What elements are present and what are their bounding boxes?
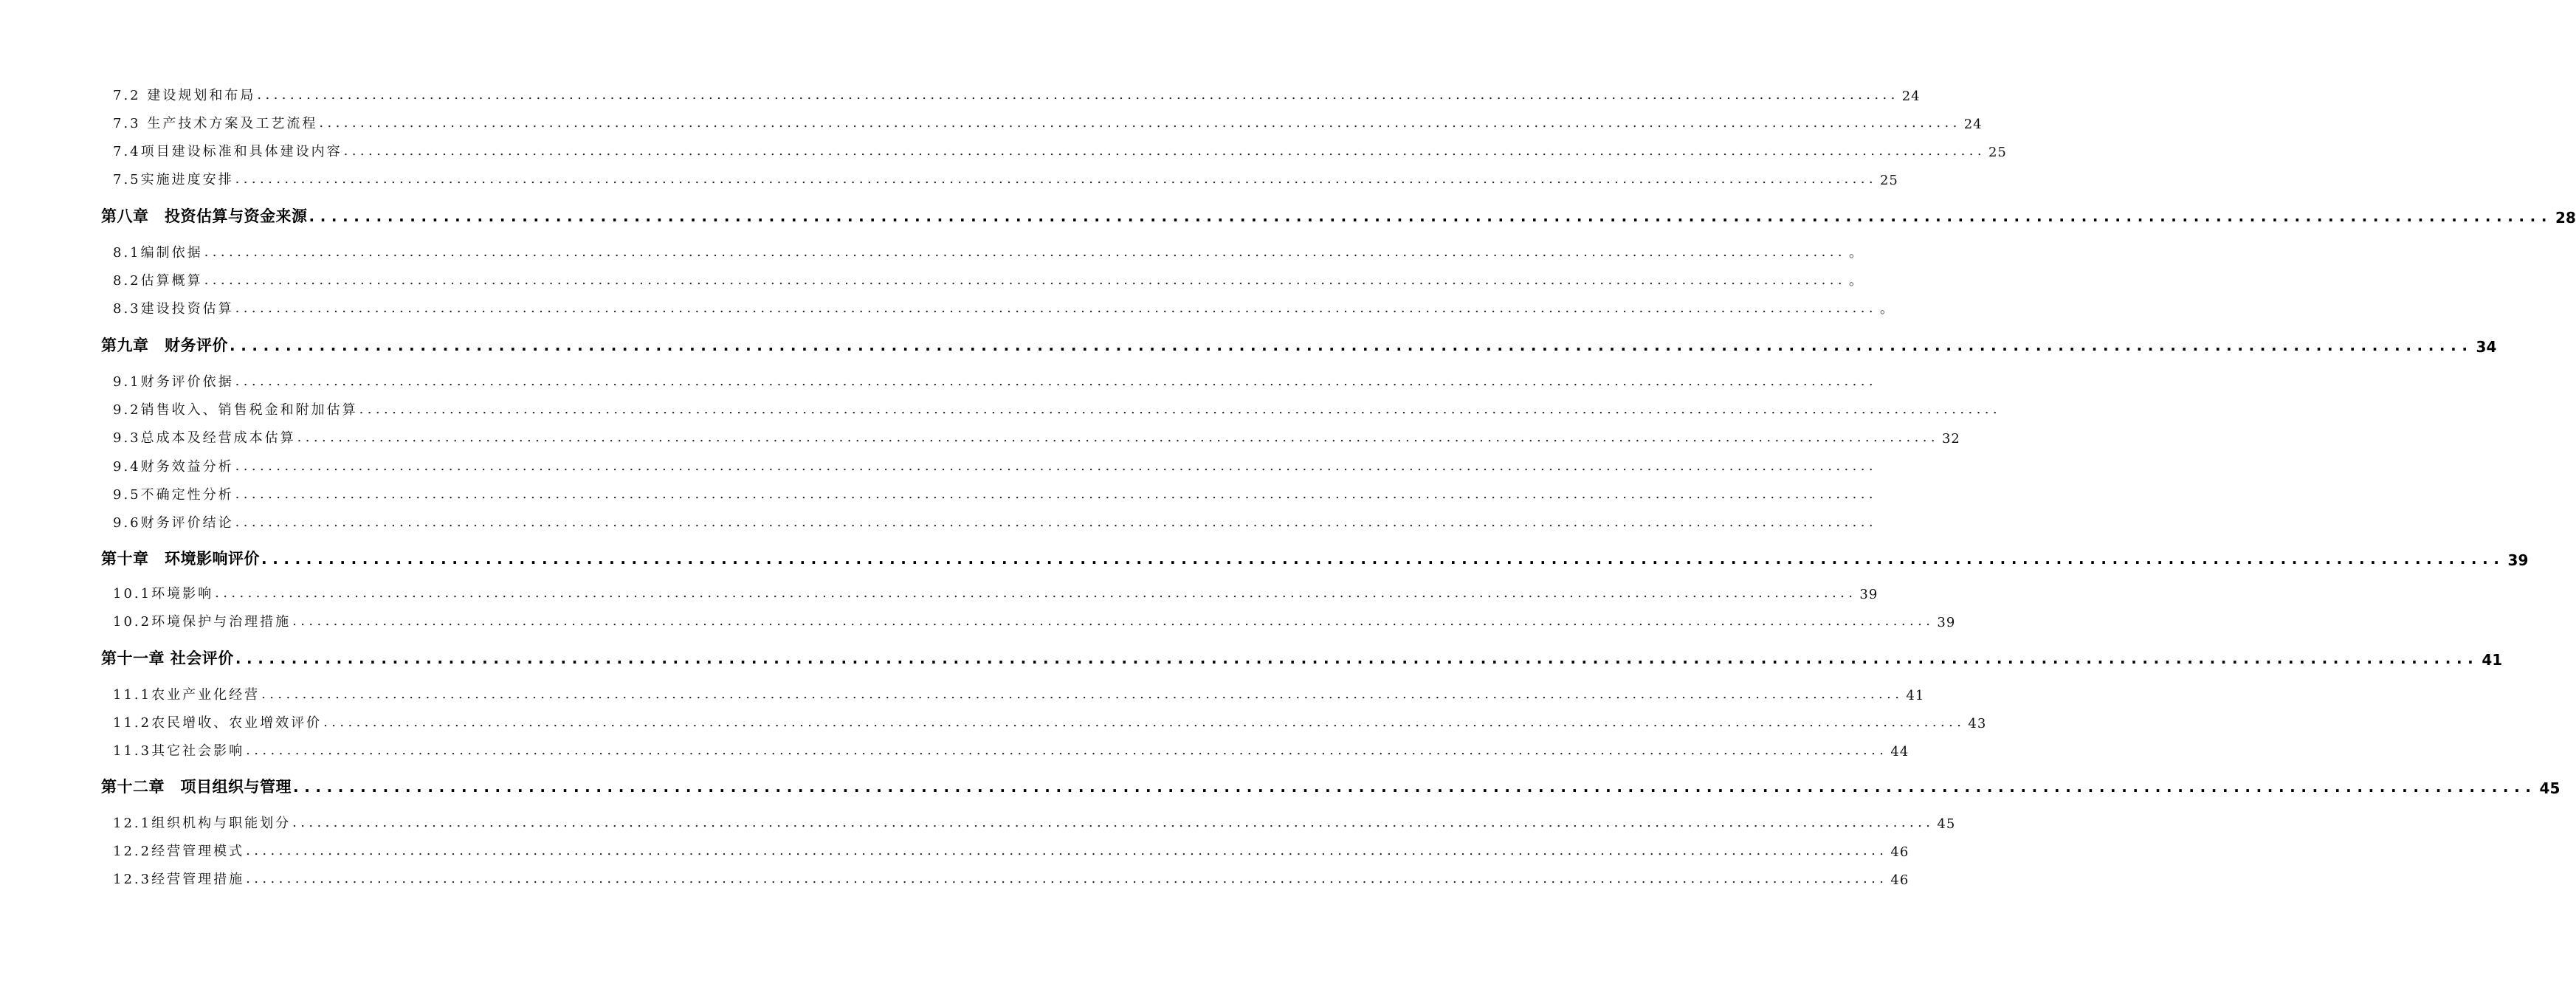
toc-section-entry[interactable]	[0, 512, 1877, 531]
toc-entry-title: 9.5不确定性分析	[113, 487, 234, 503]
toc-entry-title: 11.3其它社会影响	[113, 743, 245, 759]
toc-section-entry[interactable]	[0, 869, 1909, 888]
toc-page-number: 46	[1890, 844, 1909, 860]
toc-dot-leader: ........................................................................................................................................................................................................	[319, 115, 1961, 131]
toc-dot-leader: ........................................................................................................................................................................................................	[235, 486, 1877, 502]
toc-entry-title: 第十章 环境影响评价	[101, 550, 260, 568]
toc-dot-leader: ........................................................................................................................................................................................................	[235, 458, 1877, 474]
toc-dot-leader: ........................................................................................................................................................................................................	[235, 373, 1877, 389]
toc-entry-title: 9.3总成本及经营成本估算	[113, 430, 296, 446]
toc-page-number: 24	[1901, 89, 1921, 104]
toc-chapter-entry[interactable]	[0, 204, 2576, 227]
toc-dot-leader: ........................................................................................................................................................................................................	[235, 650, 2479, 667]
toc-entry-title: 7.2 建设规划和布局	[113, 88, 256, 103]
toc-section-entry[interactable]	[0, 813, 1956, 832]
toc-page-number: 。	[1848, 245, 1863, 261]
toc-entry-title: 10.2环境保护与治理措施	[113, 614, 292, 630]
toc-entry-title: 8.2估算概算	[113, 273, 203, 289]
toc-dot-leader: ........................................................................................................................................................................................................	[204, 272, 1846, 288]
toc-page-number: 28	[2555, 209, 2576, 227]
toc-section-entry[interactable]	[0, 169, 1898, 188]
toc-page-number: 41	[2482, 651, 2503, 669]
toc-entry-title: 12.3经营管理措施	[113, 872, 245, 887]
toc-entry-title: 8.3建设投资估算	[113, 301, 234, 317]
toc-dot-leader: ........................................................................................................................................................................................................	[257, 87, 1899, 103]
toc-page-number: 34	[2476, 338, 2497, 356]
toc-entry-title: 7.3 生产技术方案及工艺流程	[113, 116, 318, 131]
toc-page-number: 。	[1879, 301, 1894, 317]
toc-entry-title: 第十二章 项目组织与管理	[101, 778, 292, 796]
toc-dot-leader: ........................................................................................................................................................................................................	[204, 244, 1846, 260]
toc-section-entry[interactable]	[0, 841, 1909, 860]
toc-page-number: 45	[1937, 816, 1956, 832]
toc-page-number: 45	[2539, 779, 2560, 797]
toc-dot-leader: ........................................................................................................................................................................................................	[359, 402, 2001, 417]
toc-dot-leader: ........................................................................................................................................................................................................	[246, 743, 1888, 758]
toc-entry-title: 11.1农业产业化经营	[113, 687, 261, 703]
toc-dot-leader: ........................................................................................................................................................................................................	[292, 613, 1935, 629]
toc-dot-leader: ........................................................................................................................................................................................................	[235, 514, 1877, 530]
toc-page-number: 。	[1848, 273, 1863, 289]
toc-section-entry[interactable]	[0, 399, 2001, 418]
toc-entry-title: 第九章 财务评价	[101, 337, 228, 354]
toc-chapter-entry[interactable]	[0, 647, 2503, 669]
toc-entry-title: 第十一章 社会评价	[101, 650, 234, 667]
toc-page-number: 25	[1879, 173, 1898, 188]
toc-entry-title: 12.1组织机构与职能划分	[113, 816, 292, 831]
toc-section-entry[interactable]	[0, 684, 1925, 703]
toc-chapter-entry[interactable]	[0, 775, 2560, 797]
toc-section-entry[interactable]	[0, 484, 1877, 503]
toc-page-number: 39	[1859, 587, 1878, 602]
toc-page-number: 41	[1906, 688, 1925, 703]
toc-page-number: 39	[2507, 551, 2529, 569]
toc-dot-leader: ........................................................................................................................................................................................................	[261, 550, 2505, 568]
toc-page-number: 46	[1890, 872, 1909, 888]
toc-section-entry[interactable]	[0, 740, 1909, 760]
toc-section-entry[interactable]	[0, 456, 1877, 475]
toc-entry-title: 9.4财务效益分析	[113, 459, 234, 475]
toc-entry-title: 10.1环境影响	[113, 586, 214, 602]
toc-section-entry[interactable]	[0, 427, 1960, 447]
toc-entry-title: 11.2农民增收、农业增效评价	[113, 715, 323, 731]
toc-dot-leader: ........................................................................................................................................................................................................	[235, 171, 1877, 187]
toc-dot-leader: ........................................................................................................................................................................................................	[293, 778, 2537, 796]
toc-section-entry[interactable]	[0, 85, 1921, 104]
toc-section-entry[interactable]	[0, 611, 1956, 630]
toc-dot-leader: ........................................................................................................................................................................................................	[215, 585, 1857, 601]
toc-section-entry[interactable]	[0, 583, 1878, 602]
toc-entry-title: 9.1财务评价依据	[113, 374, 234, 390]
toc-dot-leader: ........................................................................................................................................................................................................	[230, 337, 2473, 354]
toc-section-entry[interactable]	[0, 712, 1987, 731]
toc-page-number: 32	[1941, 431, 1960, 447]
toc-entry-title: 9.2销售收入、销售税金和附加估算	[113, 402, 358, 418]
toc-entry-title: 9.6财务评价结论	[113, 515, 234, 531]
toc-section-entry[interactable]	[0, 141, 2007, 160]
toc-dot-leader: ........................................................................................................................................................................................................	[343, 143, 1986, 159]
toc-dot-leader: ........................................................................................................................................................................................................	[246, 843, 1888, 858]
toc-page-number: 39	[1937, 615, 1956, 630]
toc-section-entry[interactable]	[0, 371, 1877, 390]
toc-page-number: 24	[1963, 117, 1983, 132]
toc-page-number: 43	[1968, 716, 1987, 731]
toc-dot-leader: ........................................................................................................................................................................................................	[246, 871, 1888, 886]
toc-dot-leader: ........................................................................................................................................................................................................	[309, 207, 2553, 225]
toc-section-entry[interactable]	[0, 270, 1863, 289]
toc-dot-leader: ........................................................................................................................................................................................................	[297, 430, 1939, 445]
toc-section-entry[interactable]	[0, 242, 1863, 261]
toc-page-number: 44	[1890, 744, 1909, 760]
toc-entry-title: 8.1编制依据	[113, 245, 203, 261]
toc-entry-title: 第八章 投资估算与资金来源	[101, 207, 308, 225]
toc-dot-leader: ........................................................................................................................................................................................................	[261, 686, 1904, 702]
toc-page-number: 25	[1988, 145, 2007, 160]
toc-entry-title: 12.2经营管理模式	[113, 844, 245, 859]
toc-section-entry[interactable]	[0, 298, 1894, 317]
toc-entry-title: 7.4项目建设标准和具体建设内容	[113, 144, 342, 159]
toc-chapter-entry[interactable]	[0, 547, 2529, 569]
toc-dot-leader: ........................................................................................................................................................................................................	[235, 300, 1877, 316]
toc-entry-title: 7.5实施进度安排	[113, 172, 234, 187]
toc-dot-leader: ........................................................................................................................................................................................................	[323, 714, 1966, 730]
toc-chapter-entry[interactable]	[0, 334, 2497, 356]
toc-dot-leader: ........................................................................................................................................................................................................	[292, 815, 1935, 830]
toc-section-entry[interactable]	[0, 113, 1983, 132]
